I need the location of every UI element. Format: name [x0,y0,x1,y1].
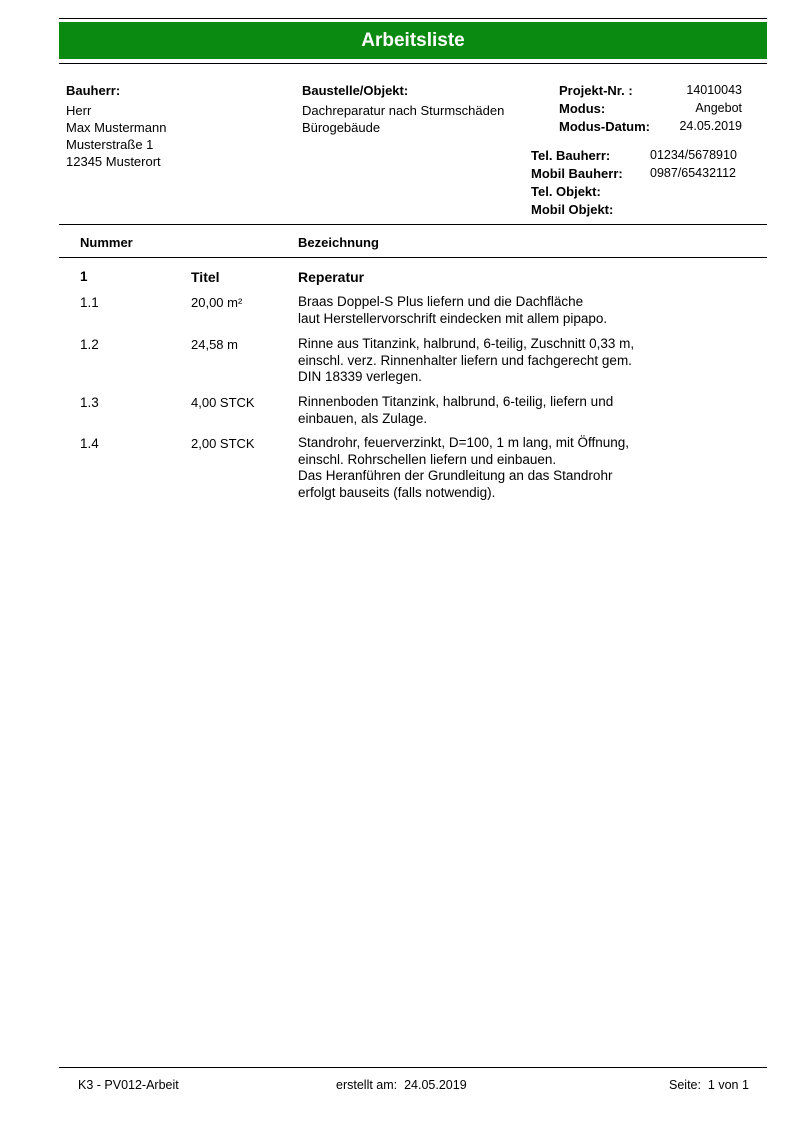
footer-page-label: Seite: [669,1078,701,1092]
item-quantity: 2,00 STCK [191,436,255,451]
table-header-rule [59,257,767,258]
item-quantity: 24,58 m [191,337,238,352]
client-address [66,102,166,170]
item-description [298,435,718,501]
site-label: Baustelle/Objekt: [302,83,409,98]
client-label: Bauherr: [66,83,121,98]
title-underline [59,63,767,64]
project-number-value: 14010043 [686,83,742,97]
site-line: Dachreparatur nach Sturmschäden [302,103,505,118]
item-quantity: 20,00 m² [191,295,243,310]
item-text-line: DIN 18339 verlegen. [298,369,422,384]
mobile-site-row [531,201,742,219]
client-line: Max Mustermann [66,120,167,135]
tel-client-row [531,147,742,165]
header-number: Nummer [80,235,133,250]
item-text-line: Braas Doppel-S Plus liefern und die Dachfläche [298,294,584,309]
header-description: Bezeichnung [298,235,379,250]
site-description [302,102,504,136]
mobile-client-value: 0987/65432112 [650,166,736,180]
item-text-line: erfolgt bauseits (falls notwendig). [298,484,496,500]
table-top-rule [59,224,767,225]
tel-site-row [531,183,742,201]
item-quantity: 4,00 STCK [191,395,255,410]
client-line: Musterstraße 1 [66,137,154,152]
item-number: 1.2 [80,337,99,352]
top-rule [59,18,767,19]
item-text-line: Rinne aus Titanzink, halbrund, 6-teilig, Zuschnitt 0,33 m, [298,336,635,351]
tel-client-value: 01234/5678910 [650,148,737,162]
mode-value: Angebot [695,101,742,115]
item-text-line: einschl. Rohrschellen liefern und einbauen. [298,451,557,467]
mode-row [559,100,742,118]
mode-date-label: Modus-Datum: [559,119,650,134]
item-description [298,336,718,386]
item-number: 1.4 [80,436,99,451]
site-block [302,83,504,136]
item-text-line: Das Heranführen der Grundleitung an das Standrohr [298,468,613,483]
project-info [559,82,742,136]
tel-site-label: Tel. Objekt: [531,184,601,199]
item-description [298,394,718,427]
tel-client-label: Tel. Bauherr: [531,148,611,163]
site-line: Bürogebäude [302,120,381,135]
item-text-line: einschl. verz. Rinnenhalter liefern und fachgerecht gem. [298,352,632,368]
footer-created-date: 24.05.2019 [404,1078,467,1092]
client-line: 12345 Musterort [66,154,161,169]
title-type: Titel [191,269,220,285]
title-description: Reperatur [298,269,365,285]
mobile-site-label: Mobil Objekt: [531,202,614,217]
mode-date-value: 24.05.2019 [679,119,742,133]
footer-created-label: erstellt am: [336,1078,398,1092]
footer-rule [59,1067,767,1068]
footer-page [669,1078,749,1092]
item-number: 1.3 [80,395,99,410]
footer-created [336,1078,467,1092]
contact-info [531,147,742,219]
mode-label: Modus: [559,101,606,116]
item-description [298,294,718,327]
mode-date-row [559,118,742,136]
footer-document-code: K3 - PV012-Arbeit [78,1078,179,1092]
client-line: Herr [66,103,92,118]
mobile-client-row [531,165,742,183]
project-number-label: Projekt-Nr. : [559,83,633,98]
mobile-client-label: Mobil Bauherr: [531,166,623,181]
footer-page-number: 1 von 1 [707,1078,749,1092]
item-text-line: einbauen, als Zulage. [298,410,428,426]
item-text-line: Standrohr, feuerverzinkt, D=100, 1 m lang, mit Öffnung, [298,435,630,450]
item-text-line: Rinnenboden Titanzink, halbrund, 6-teilig, liefern und [298,394,614,409]
document-title: Arbeitsliste [59,22,767,59]
project-number-row [559,82,742,100]
item-number: 1.1 [80,295,99,310]
title-number: 1 [80,269,88,284]
client-block [66,83,166,170]
item-text-line: laut Herstellervorschrift eindecken mit allem pipapo. [298,310,608,326]
